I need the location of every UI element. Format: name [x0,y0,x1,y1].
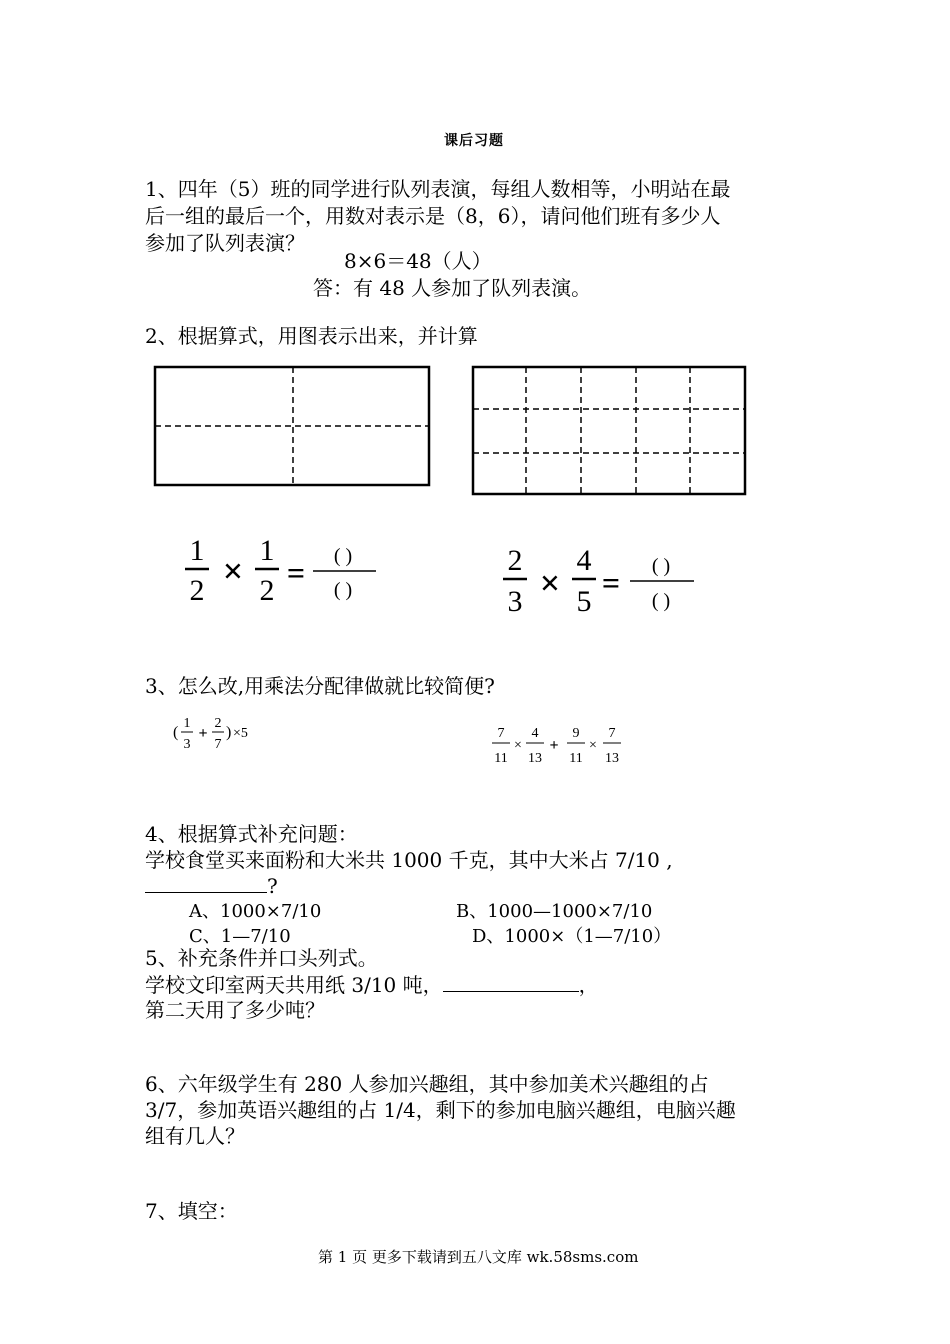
plus-sign: + [549,737,559,754]
q1-line-1: 1、四年（5）班的同学进行队列表演，每组人数相等，小明站在最 [145,177,731,201]
q2-grid-diagrams [0,0,950,520]
grid-half-by-half [155,367,429,485]
q6-line-2: 3/7，参加英语兴趣组的占 1/4，剩下的参加电脑兴趣组，电脑兴趣 [145,1098,736,1122]
q3-expression-1 [170,708,280,758]
q4-option-a: A、1000×7/10 [189,901,322,922]
answer-blank-bottom: ( ) [333,579,353,601]
q1-answer: 答：有 48 人参加了队列表演。 [313,276,592,300]
fraction-denominator: 3 [183,737,191,752]
q4-option-c: C、1—7/10 [189,926,291,947]
q5-question: 第二天用了多少吨？ [145,998,325,1022]
fraction-numerator: 9 [572,726,580,741]
q6-line-1: 6、六年级学生有 280 人参加兴趣组，其中参加美术兴趣组的占 [145,1072,709,1096]
q3-expression-2 [488,720,638,770]
fraction-numerator: 2 [214,716,222,731]
fraction-denominator: 3 [507,585,523,618]
fraction-numerator: 1 [183,716,191,731]
multiply-sign: × [222,551,244,591]
fraction-denominator: 7 [214,737,222,752]
q5-condition: 学校文印室两天共用纸 3/10 吨， [145,973,443,997]
fraction-denominator: 2 [189,574,205,607]
q4-option-b: B、1000—1000×7/10 [456,901,653,922]
multiply-sign: × [589,738,597,753]
paren-close: ) [226,724,232,741]
fraction-numerator: 1 [189,534,205,567]
q2-prompt: 2、根据算式，用图表示出来，并计算 [145,324,478,348]
multiply-sign: × [514,738,522,753]
q2-expression-1 [180,530,400,610]
fraction-numerator: 4 [531,726,539,741]
q4-question-line [145,872,278,900]
page-footer: 第 1 页 更多下载请到五八文库 wk.58sms.com [318,1248,639,1266]
q4-answer-blank[interactable] [145,872,267,893]
multiply-five: ×5 [233,726,248,741]
paren-open: ( [173,724,179,741]
q4-question-mark: ? [267,874,278,898]
answer-blank-bottom: ( ) [651,590,671,612]
q3-prompt: 3、怎么改,用乘法分配律做就比较简便? [145,674,495,698]
q5-comma: ， [578,973,599,997]
fraction-numerator: 7 [608,726,616,741]
fraction-denominator: 11 [494,751,508,766]
q1-line-2: 后一组的最后一个，用数对表示是（8，6），请问他们班有多少人 [145,204,721,228]
answer-blank-top: ( ) [651,555,671,577]
q5-condition-line [145,971,599,999]
fraction-numerator: 1 [259,534,275,567]
q5-answer-blank[interactable] [443,971,579,992]
fraction-denominator: 5 [576,585,592,618]
fraction-numerator: 7 [497,726,505,741]
grid-three-by-five [473,367,745,494]
fraction-denominator: 13 [528,751,542,766]
equals-sign: = [601,565,621,601]
fraction-denominator: 11 [569,751,583,766]
page-title: 课后习题 [444,133,504,149]
fraction-denominator: 2 [259,574,275,607]
q5-prompt: 5、补充条件并口头列式。 [145,946,378,970]
q2-expression-2 [498,540,718,620]
fraction-numerator: 2 [507,544,523,577]
answer-blank-top: ( ) [333,545,353,567]
q4-condition: 学校食堂买来面粉和大米共 1000 千克，其中大米占 7/10 , [145,848,673,872]
fraction-numerator: 4 [576,544,592,577]
q7-prompt: 7、填空： [145,1199,238,1223]
q1-line-3: 参加了队列表演？ [145,231,305,255]
equals-sign: = [286,555,306,591]
fraction-denominator: 13 [605,751,619,766]
q1-calculation: 8×6＝48（人） [344,249,492,273]
q6-line-3: 组有几人？ [145,1124,245,1148]
multiply-sign: × [539,563,561,603]
q4-prompt: 4、根据算式补充问题： [145,822,358,846]
q4-option-d: D、1000×（1—7/10） [472,926,672,947]
plus-sign: + [198,725,208,742]
